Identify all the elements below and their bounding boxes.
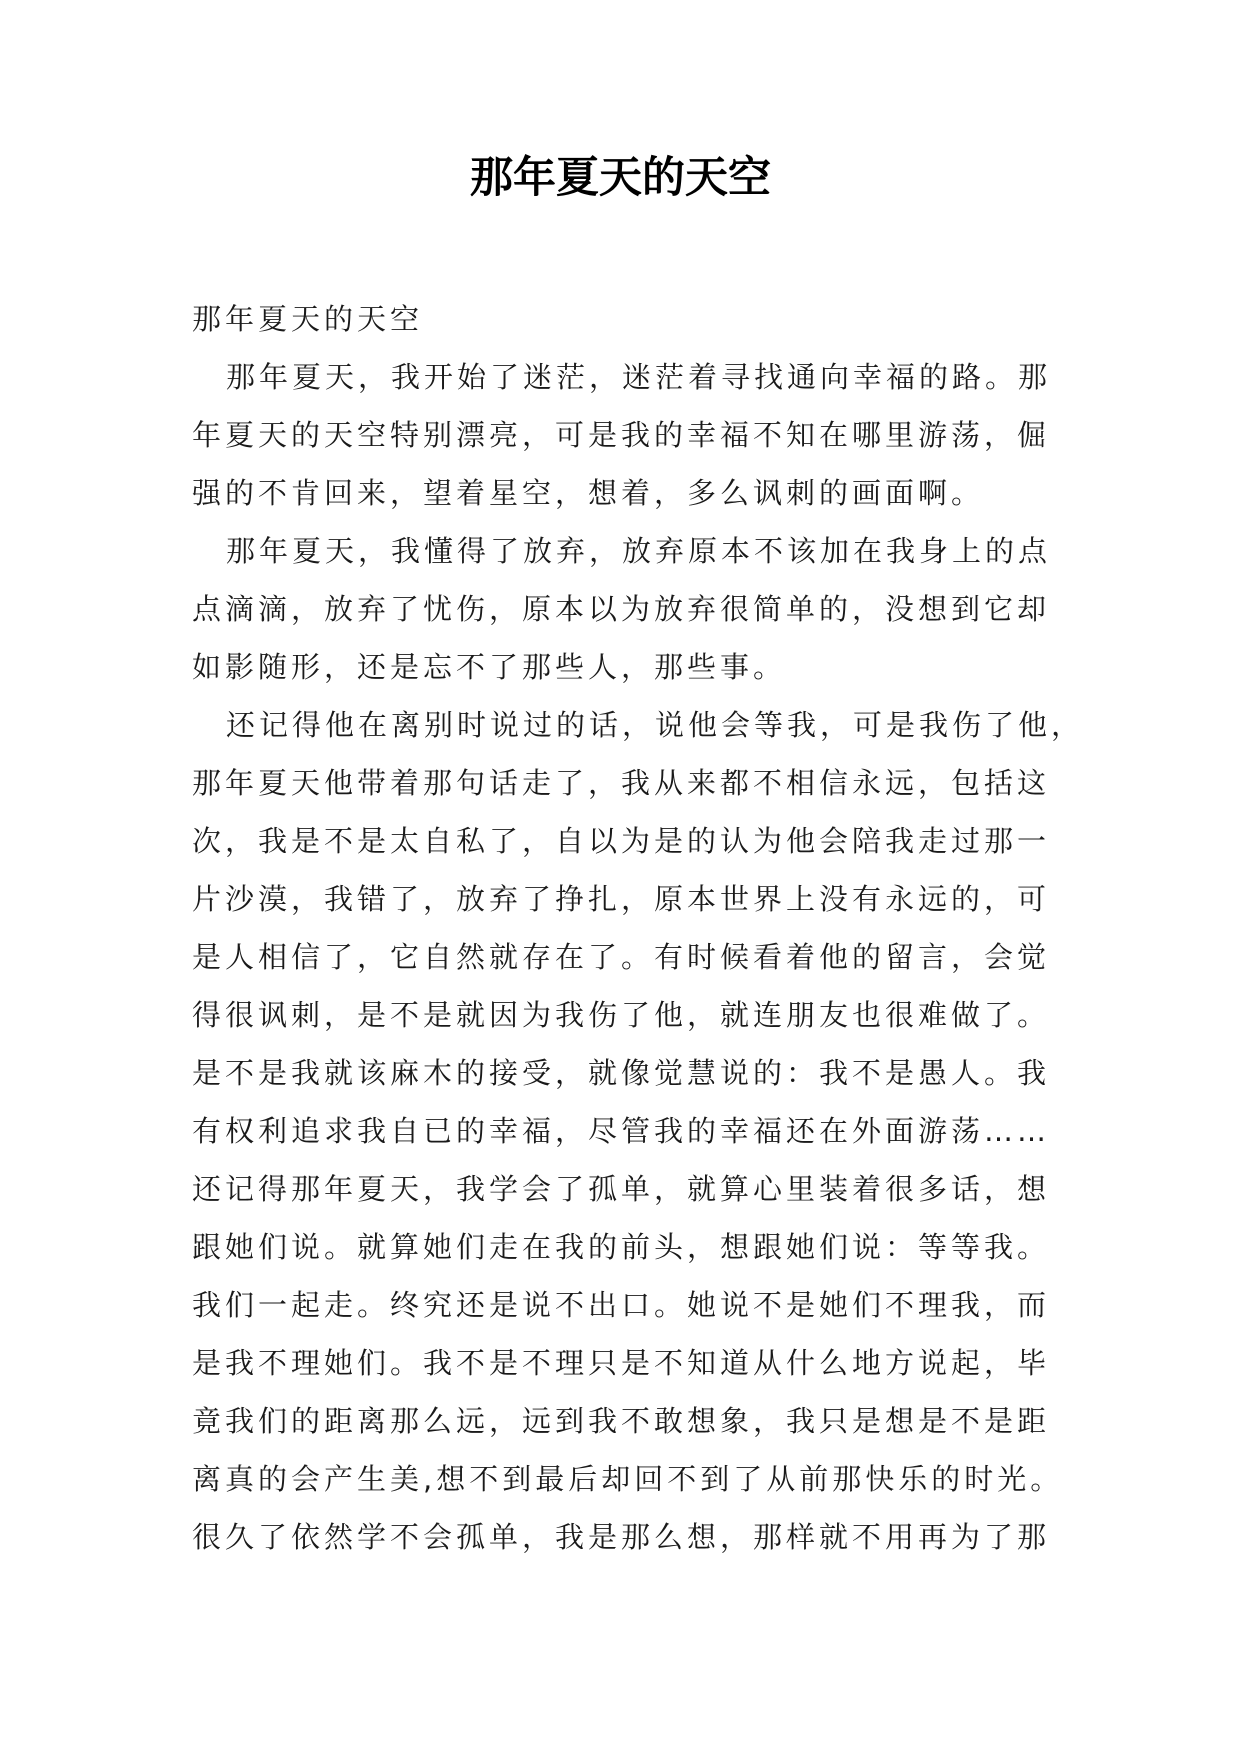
paragraph-line: 强的不肯回来，望着星空，想着，多么讽刺的画面啊。 xyxy=(192,476,985,510)
paragraph-line: 年夏天的天空特别漂亮，可是我的幸福不知在哪里游荡，倔 xyxy=(192,418,1051,452)
paragraph-line: 片沙漠，我错了，放弃了挣扎，原本世界上没有永远的，可 xyxy=(192,882,1051,916)
paragraph-line: 还记得那年夏天，我学会了孤单，就算心里装着很多话，想 xyxy=(192,1172,1051,1206)
paragraph-line: 很久了依然学不会孤单，我是那么想，那样就不用再为了那 xyxy=(192,1520,1051,1554)
paragraph-line: 如影随形，还是忘不了那些人，那些事。 xyxy=(192,650,787,684)
paragraph-line: 我们一起走。终究还是说不出口。她说不是她们不理我，而 xyxy=(192,1288,1051,1322)
paragraph-line: 竟我们的距离那么远，远到我不敢想象，我只是想是不是距 xyxy=(192,1404,1051,1438)
paragraph-line: 那年夏天他带着那句话走了，我从来都不相信永远，包括这 xyxy=(192,766,1051,800)
paragraph-line: 是我不理她们。我不是不理只是不知道从什么地方说起，毕 xyxy=(192,1346,1051,1380)
paragraph-line: 那年夏天，我懂得了放弃，放弃原本不该加在我身上的点 xyxy=(226,534,1052,568)
subtitle-line: 那年夏天的天空 xyxy=(192,302,424,336)
paragraph-line: 得很讽刺，是不是就因为我伤了他，就连朋友也很难做了。 xyxy=(192,998,1051,1032)
document-title: 那年夏天的天空 xyxy=(470,153,771,203)
paragraph-line: 是人相信了，它自然就存在了。有时候看着他的留言，会觉 xyxy=(192,940,1051,974)
paragraph-line: 有权利追求我自已的幸福，尽管我的幸福还在外面游荡…… xyxy=(192,1114,1051,1148)
paragraph-line: 次，我是不是太自私了，自以为是的认为他会陪我走过那一 xyxy=(192,824,1051,858)
paragraph-line: 离真的会产生美,想不到最后却回不到了从前那快乐的时光。 xyxy=(192,1462,1064,1496)
paragraph-line: 那年夏天，我开始了迷茫，迷茫着寻找通向幸福的路。那 xyxy=(226,360,1052,394)
document-body xyxy=(192,290,1085,1566)
paragraph-line: 是不是我就该麻木的接受，就像觉慧说的：我不是愚人。我 xyxy=(192,1056,1051,1090)
paragraph-line: 点滴滴，放弃了忧伤，原本以为放弃很简单的，没想到它却 xyxy=(192,592,1051,626)
paragraph-line: 还记得他在离别时说过的话，说他会等我，可是我伤了他， xyxy=(226,708,1085,742)
paragraph-line: 跟她们说。就算她们走在我的前头，想跟她们说：等等我。 xyxy=(192,1230,1051,1264)
